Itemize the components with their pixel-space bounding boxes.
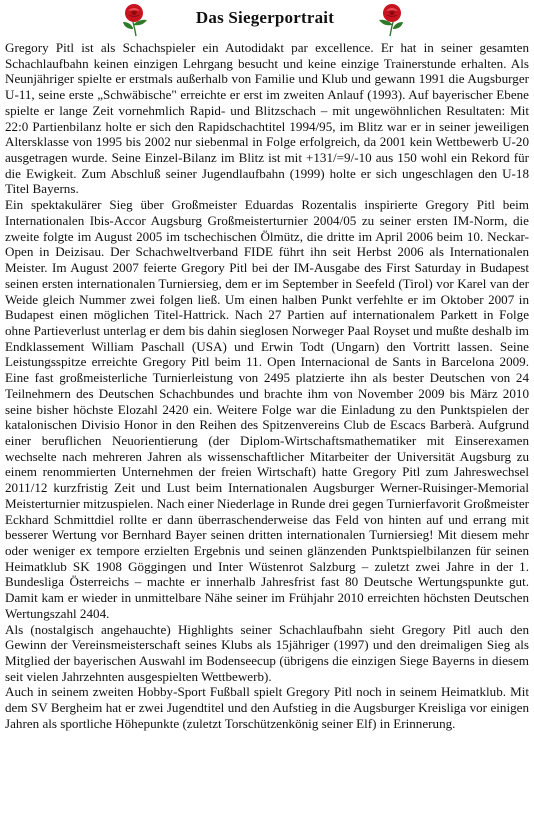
paragraph-highlights: Als (nostalgisch angehauchte) Highlights seiner Schachlaufbahn sieht Gregory Pitl auch den Gewinn der Vereinsmeisterschaft seines Klubs als 15jähriger (1997) und den dreimaligen Sieg als Mitglied der bayerischen Auswahl im Bodenseecup (übrigens die einzigen Siege Bayerns in diesem seit vielen Jahrzehnten ausgespielten Wettbewerb). (5, 621, 529, 684)
rose-icon (118, 2, 154, 38)
page-title: Das Siegerportrait (195, 8, 335, 27)
article-body (5, 40, 529, 732)
paragraph-football: Auch in seinem zweiten Hobby-Sport Fußball spielt Gregory Pitl noch in seinem Heimatklub. Mit dem SV Bergheim hat er zwei Jugendtitel und den Aufstieg in die Augsburger Kreisliga vor einigen Jahren als sportliche Höhepunkte (zuletzt Torschützenkönig seiner Elf) in Erinnerung. (5, 684, 529, 731)
paragraph-youth-career: Gregory Pitl ist als Schachspieler ein Autodidakt par excellence. Er hat in seiner gesamten Schachlaufbahn keinen einzigen Lehrgang besucht und keine einzige Trainerstunde erhalten. Als Neunjähriger spielte er erstmals außerhalb von Familie und Klub und gewann 1991 die Augsburger U-11, seine erste „Schwäbische" erreichte er erst im zweiten Anlauf (1993). Auf bayerischer Ebene spielte er lange Zeit vornehmlich Rapid- und Blitzschach – mit ungewöhnlichen Resultaten: Mit 22:0 Partienbilanz holte er sich den Rapidschachtitel 1994/95, im Blitz war er in seiner jeweiligen Altersklasse von 1995 bis 2002 nur siebenmal in Folge erfolgreich, da 2001 kein Wettbewerb U-20 ausgetragen wurde. Seine Einzel-Bilanz im Blitz ist mit +131/=9/-10 aus 150 wohl ein Rekord für die Ewigkeit. Zum Abschluß seiner Jugendlaufbahn (1999) holte er sich ungeschlagen den U-18 Titel Bayerns. (5, 40, 529, 197)
page-header (0, 0, 534, 40)
rose-icon (372, 2, 408, 38)
paragraph-international-career: Ein spektakulärer Sieg über Großmeister Eduardas Rozentalis inspirierte Gregory Pitl beim Internationalen Ibis-Accor Augsburg Großmeisterturnier 2004/05 zu seiner ersten IM-Norm, die zweite folgte im August 2005 im tschechischen Ölmütz, die dritte im April 2006 beim 10. Neckar-Open in Deizisau. Der Schachweltverband FIDE führt ihn seit Herbst 2006 als Internationalen Meister. Im August 2007 feierte Gregory Pitl bei der IM-Ausgabe des First Saturday in Budapest seinen ersten internationalen Turniersieg, dem er im September in Seefeld (Tirol) vor Karel van der Weide gleich Nummer zwei folgen ließ. Um einen halben Punkt verfehlte er im Oktober 2007 in Budapest einen möglichen Titel-Hattrick. Nach 27 Partien auf internationalem Parkett in Folge ohne Partieverlust unterlag er dem bis dahin sieglosen Norweger Paal Royset und mußte deshalb im Endklassement William Paschall (USA) und Erwin Todt (Ungarn) den Vortritt lassen. Seine Leistungsspitze erreichte Gregory Pitl beim 11. Open Internacional de Sants in Barcelona 2009. Eine fast großmeisterliche Turnierleistung von 2495 platzierte ihn als bester Deutschen von 24 Teilnehmern des Deutschen Schachbundes und brachte ihm von November 2009 bis März 2010 seine bisher höchste Elozahl 2420 ein. Weitere Folge war die Einladung zu den Punktspielen der katalonischen Divisio Honor in den Reihen des Spitzenvereins Club de Escacs Barberà. Aufgrund einer beruflichen Neuorientierung (der Diplom-Wirtschaftsmathematiker mit Einserexamen wechselte nach mehreren Jahren als wissenschaftlicher Mitarbeiter der Universität Augsburg zu einem renommierten Unternehmen der freien Wirtschaft) hatte Gregory Pitl zum Jahreswechsel 2011/12 kurzfristig Zeit und Lust beim Internationalen Augsburger Werner-Ruisinger-Memorial Meisterturnier mitzuspielen. Nach einer Niederlage in Runde drei gegen Turnierfavorit Großmeister Eckhard Schmittdiel rollte er dann überraschenderweise das Feld von hinten auf und errang mit besserer Wertung vor Bernhard Bayer seinen dritten internationalen Turniersieg! Mit diesem mehr oder weniger ex tempore erzielten Ergebnis und seinen glänzenden Punktspielbilanzen für seinen Heimatklub SK 1908 Göggingen und Inter Wüstenrot Salzburg – zuletzt zwei Jahre in der 1. Bundesliga Österreichs – machte er innerhalb Jahresfrist fast 80 Deutsche Wertungspunkte gut. Damit kam er wieder in unmittelbare Nähe seiner im Frühjahr 2010 erreichten höchsten Deutschen Wertungszahl 2404. (5, 197, 529, 621)
